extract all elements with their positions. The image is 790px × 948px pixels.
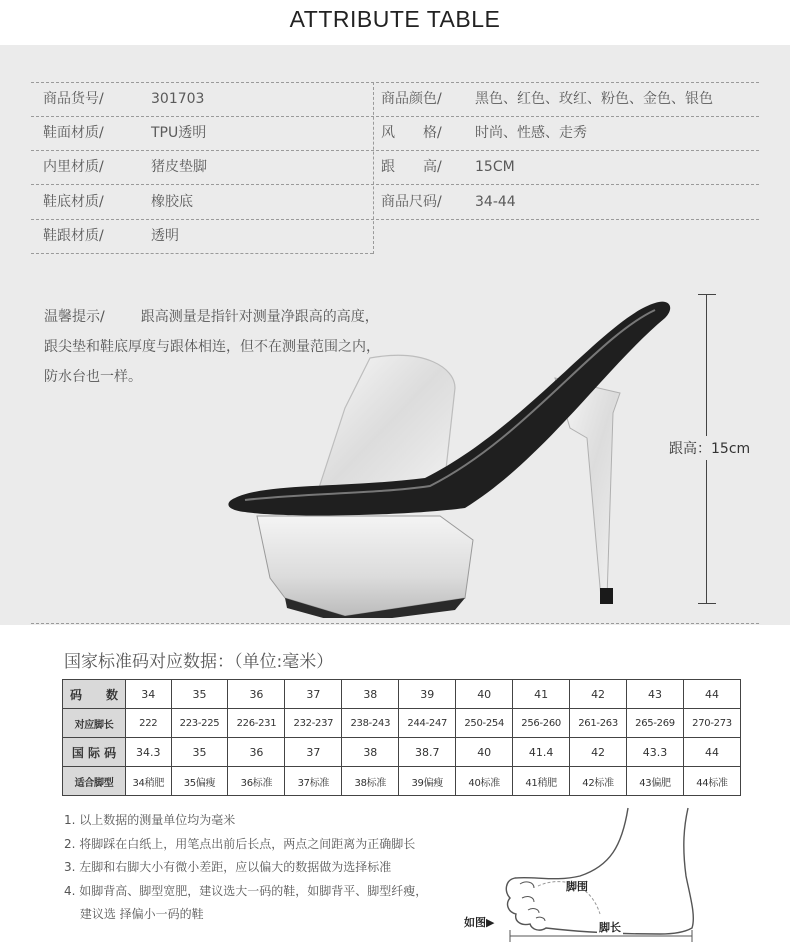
table-cell: 35偏瘦 — [171, 767, 228, 796]
attr-label-heel-height: 跟 高/ — [381, 159, 442, 175]
divider — [31, 253, 373, 254]
tip-label: 温馨提示/ — [44, 309, 105, 325]
table-cell: 222 — [126, 709, 172, 738]
row-header: 国 际 码 — [63, 738, 126, 767]
heel-ruler-top-tick — [698, 294, 716, 295]
table-cell: 44标准 — [683, 767, 740, 796]
attr-value-size: 34-44 — [475, 194, 516, 210]
table-cell: 40标准 — [456, 767, 513, 796]
table-cell: 38.7 — [399, 738, 456, 767]
size-table — [62, 679, 741, 796]
note-item: 2. 将脚踩在白纸上，用笔点出前后长点，两点之间距离为正确脚长 — [64, 836, 416, 851]
tip-line-2: 跟尖垫和鞋底厚度与跟体相连，但不在测量范围之内， — [44, 339, 380, 355]
foot-example-label: 如图▶ — [464, 916, 495, 929]
table-cell: 41 — [513, 680, 570, 709]
table-cell: 38 — [342, 738, 399, 767]
attr-label-sku: 商品货号/ — [43, 91, 104, 107]
table-cell: 41.4 — [513, 738, 570, 767]
table-cell: 244-247 — [399, 709, 456, 738]
page-title: ATTRIBUTE TABLE — [289, 6, 501, 32]
table-cell: 261-263 — [570, 709, 627, 738]
table-cell: 42 — [570, 738, 627, 767]
table-cell: 34 — [126, 680, 172, 709]
attr-label-sole: 鞋底材质/ — [43, 194, 104, 210]
table-cell: 40 — [456, 738, 513, 767]
table-cell: 250-254 — [456, 709, 513, 738]
table-cell: 43偏肥 — [627, 767, 684, 796]
table-cell: 37标准 — [285, 767, 342, 796]
table-cell: 40 — [456, 680, 513, 709]
table-cell: 36 — [228, 680, 285, 709]
table-cell: 238-243 — [342, 709, 399, 738]
table-row — [63, 767, 741, 796]
row-header: 码 数 — [63, 680, 126, 709]
row-header: 对应脚长 — [63, 709, 126, 738]
table-cell: 39 — [399, 680, 456, 709]
table-cell: 232-237 — [285, 709, 342, 738]
attr-value-style: 时尚、性感、走秀 — [475, 125, 587, 141]
attr-value-heel-height: 15CM — [475, 159, 515, 175]
attr-label-size: 商品尺码/ — [381, 194, 442, 210]
table-cell: 265-269 — [627, 709, 684, 738]
divider — [31, 219, 759, 220]
note-item: 建议选 择偏小一码的鞋 — [64, 907, 204, 921]
attr-label-upper: 鞋面材质/ — [43, 125, 104, 141]
attr-value-sole: 橡胶底 — [151, 194, 193, 210]
table-cell: 270-273 — [683, 709, 740, 738]
table-cell: 34稍肥 — [126, 767, 172, 796]
table-cell: 34.3 — [126, 738, 172, 767]
attr-value-lining: 猪皮垫脚 — [151, 159, 207, 175]
foot-diagram — [460, 806, 790, 948]
table-cell: 36标准 — [228, 767, 285, 796]
table-cell: 35 — [171, 680, 228, 709]
attr-value-upper: TPU透明 — [151, 125, 207, 141]
table-cell: 256-260 — [513, 709, 570, 738]
table-cell: 42标准 — [570, 767, 627, 796]
attr-value-color: 黑色、红色、玫红、粉色、金色、银色 — [475, 91, 713, 107]
note-item: 3. 左脚和右脚大小有微小差距，应以偏大的数据做为选择标准 — [64, 860, 392, 874]
table-cell: 223-225 — [171, 709, 228, 738]
row-header: 适合脚型 — [63, 767, 126, 796]
shoe-image — [225, 278, 695, 618]
table-cell: 39偏瘦 — [399, 767, 456, 796]
note-item: 4. 如脚背高、脚型宽肥，建议选大一码的鞋，如脚背平、脚型纤瘦， — [64, 883, 428, 898]
table-cell: 226-231 — [228, 709, 285, 738]
table-row — [63, 709, 741, 738]
attr-value-heel-material: 透明 — [151, 228, 179, 244]
table-cell: 37 — [285, 680, 342, 709]
table-cell: 42 — [570, 680, 627, 709]
attr-label-lining: 内里材质/ — [43, 159, 104, 175]
header — [0, 0, 790, 45]
table-cell: 43 — [627, 680, 684, 709]
note-item: 1. 以上数据的测量单位均为毫米 — [64, 813, 236, 827]
table-cell: 36 — [228, 738, 285, 767]
heel-ruler-bottom-tick — [698, 603, 716, 604]
attr-value-sku: 301703 — [151, 91, 205, 107]
attribute-table — [31, 82, 759, 254]
tip-line-1: 跟高测量是指针对测量净跟高的高度， — [140, 309, 379, 325]
table-cell: 43.3 — [627, 738, 684, 767]
divider — [31, 623, 759, 624]
foot-length-label: 脚长 — [599, 921, 621, 934]
tip-line-3: 防水台也一样。 — [44, 369, 142, 385]
table-cell: 38标准 — [342, 767, 399, 796]
foot-girth-label: 脚围 — [566, 880, 588, 893]
divider — [373, 82, 374, 254]
table-cell: 44 — [683, 680, 740, 709]
attr-label-color: 商品颜色/ — [381, 91, 442, 107]
table-cell: 41稍肥 — [513, 767, 570, 796]
table-cell: 44 — [683, 738, 740, 767]
table-cell: 35 — [171, 738, 228, 767]
measurement-notes — [64, 809, 427, 927]
table-cell: 37 — [285, 738, 342, 767]
table-row — [63, 738, 741, 767]
table-cell: 38 — [342, 680, 399, 709]
heel-height-label: 跟高：15cm — [669, 436, 750, 460]
attr-label-heel-material: 鞋跟材质/ — [43, 228, 104, 244]
size-chart-title: 国家标准码对应数据：（单位:毫米） — [64, 652, 334, 672]
table-row — [63, 680, 741, 709]
foot-outline-icon — [460, 806, 790, 948]
attr-label-style: 风 格/ — [381, 125, 442, 141]
